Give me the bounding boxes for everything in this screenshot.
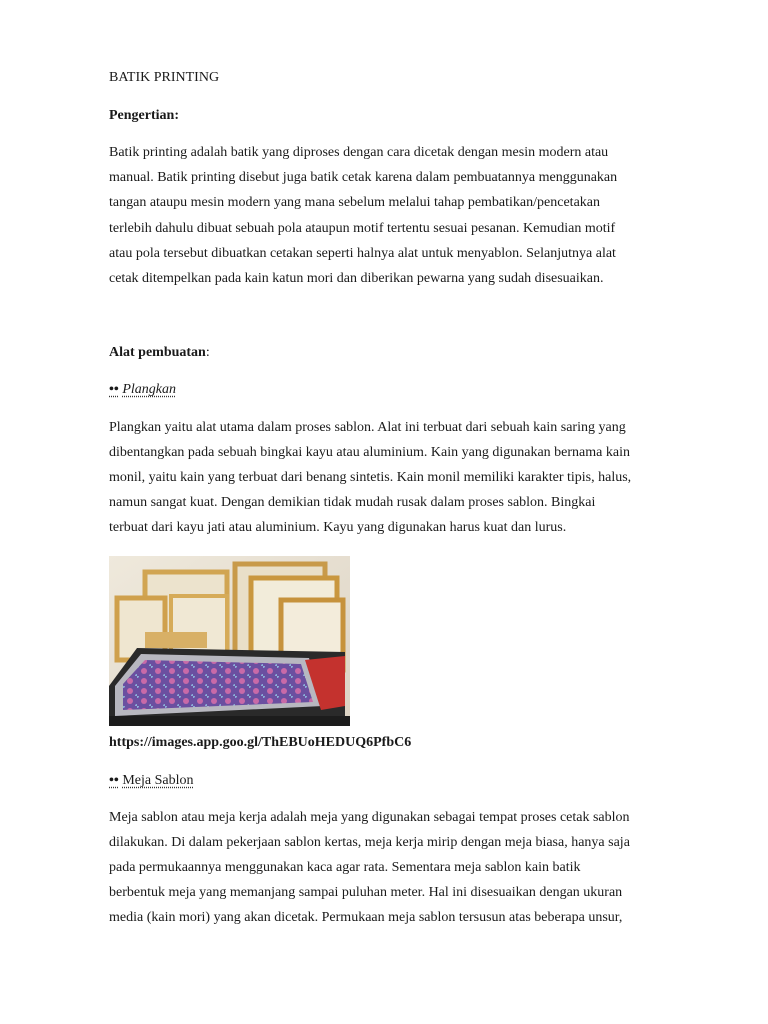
paragraph-line: dibentangkan pada sebuah bingkai kayu atau aluminium. Kain yang digunakan bernama kain [109,445,630,460]
alat-heading-line [109,344,210,362]
alat-heading: Alat pembuatan [109,345,206,360]
paragraph-line: Plangkan yaitu alat utama dalam proses sablon. Alat ini terbuat dari sebuah kain saring yang [109,420,626,435]
paragraph-line: terlebih dahulu dibuat sebuah pola ataupun motif tertentu sesuai pesanan. Kemudian motif [109,221,616,236]
paragraph-line: media (kain mori) yang akan dicetak. Permukaan meja sablon tersusun atas beberapa unsur, [109,910,623,925]
paragraph-line: terbuat dari kayu jati atau aluminium. Kayu yang digunakan harus kuat dan lurus. [109,520,567,535]
paragraph-line: tangan ataupu mesin modern yang mana sebelum melalui tahap pembatikan/pencetakan [109,195,600,210]
alat-heading-colon: : [205,345,210,360]
paragraph-line: atau pola tersebut dibuatkan cetakan seperti halnya alat untuk menyablon. Selanjutnya alat [109,246,616,261]
screen-frames-photo [109,556,350,726]
plangkan-title: Plangkan [122,382,176,397]
document-title: BATIK PRINTING [109,70,220,85]
paragraph-line: pada permukaannya menggunakan kaca agar rata. Sementara meja sablon kain batik [109,860,581,875]
pengertian-heading: Pengertian: [109,108,179,123]
image-source-url: https://images.app.goo.gl/ThEBUoHEDUQ6PfbC6 [109,735,412,750]
paragraph-line: cetak ditempelkan pada kain katun mori dan diberikan pewarna yang sudah disesuaikan. [109,271,604,286]
paragraph-line: dilakukan. Di dalam pekerjaan sablon kertas, meja kerja mirip dengan meja biasa, hanya saja [109,835,630,850]
meja-sablon-title: Meja Sablon [122,773,194,788]
bullet-icon: •• [109,773,119,788]
paragraph-line: namun sangat kuat. Dengan demikian tidak mudah rusak dalam proses sablon. Bingkai [109,495,596,510]
paragraph-line: monil, yaitu kain yang terbuat dari benang sintetis. Kain monil memiliki karakter tipis, halus, [109,470,632,485]
paragraph-line: Meja sablon atau meja kerja adalah meja yang digunakan sebagai tempat proses cetak sablon [109,810,630,825]
paragraph-line: manual. Batik printing disebut juga batik cetak karena dalam pembuatannya menggunakan [109,170,618,185]
paragraph-line: Batik printing adalah batik yang diproses dengan cara dicetak dengan mesin modern atau [109,145,609,160]
meja-sablon-heading [109,772,193,790]
paragraph-line: berbentuk meja yang memanjang sampai puluhan meter. Hal ini disesuaikan dengan ukuran [109,885,623,900]
plangkan-heading [109,381,176,399]
bullet-icon: •• [109,382,119,397]
